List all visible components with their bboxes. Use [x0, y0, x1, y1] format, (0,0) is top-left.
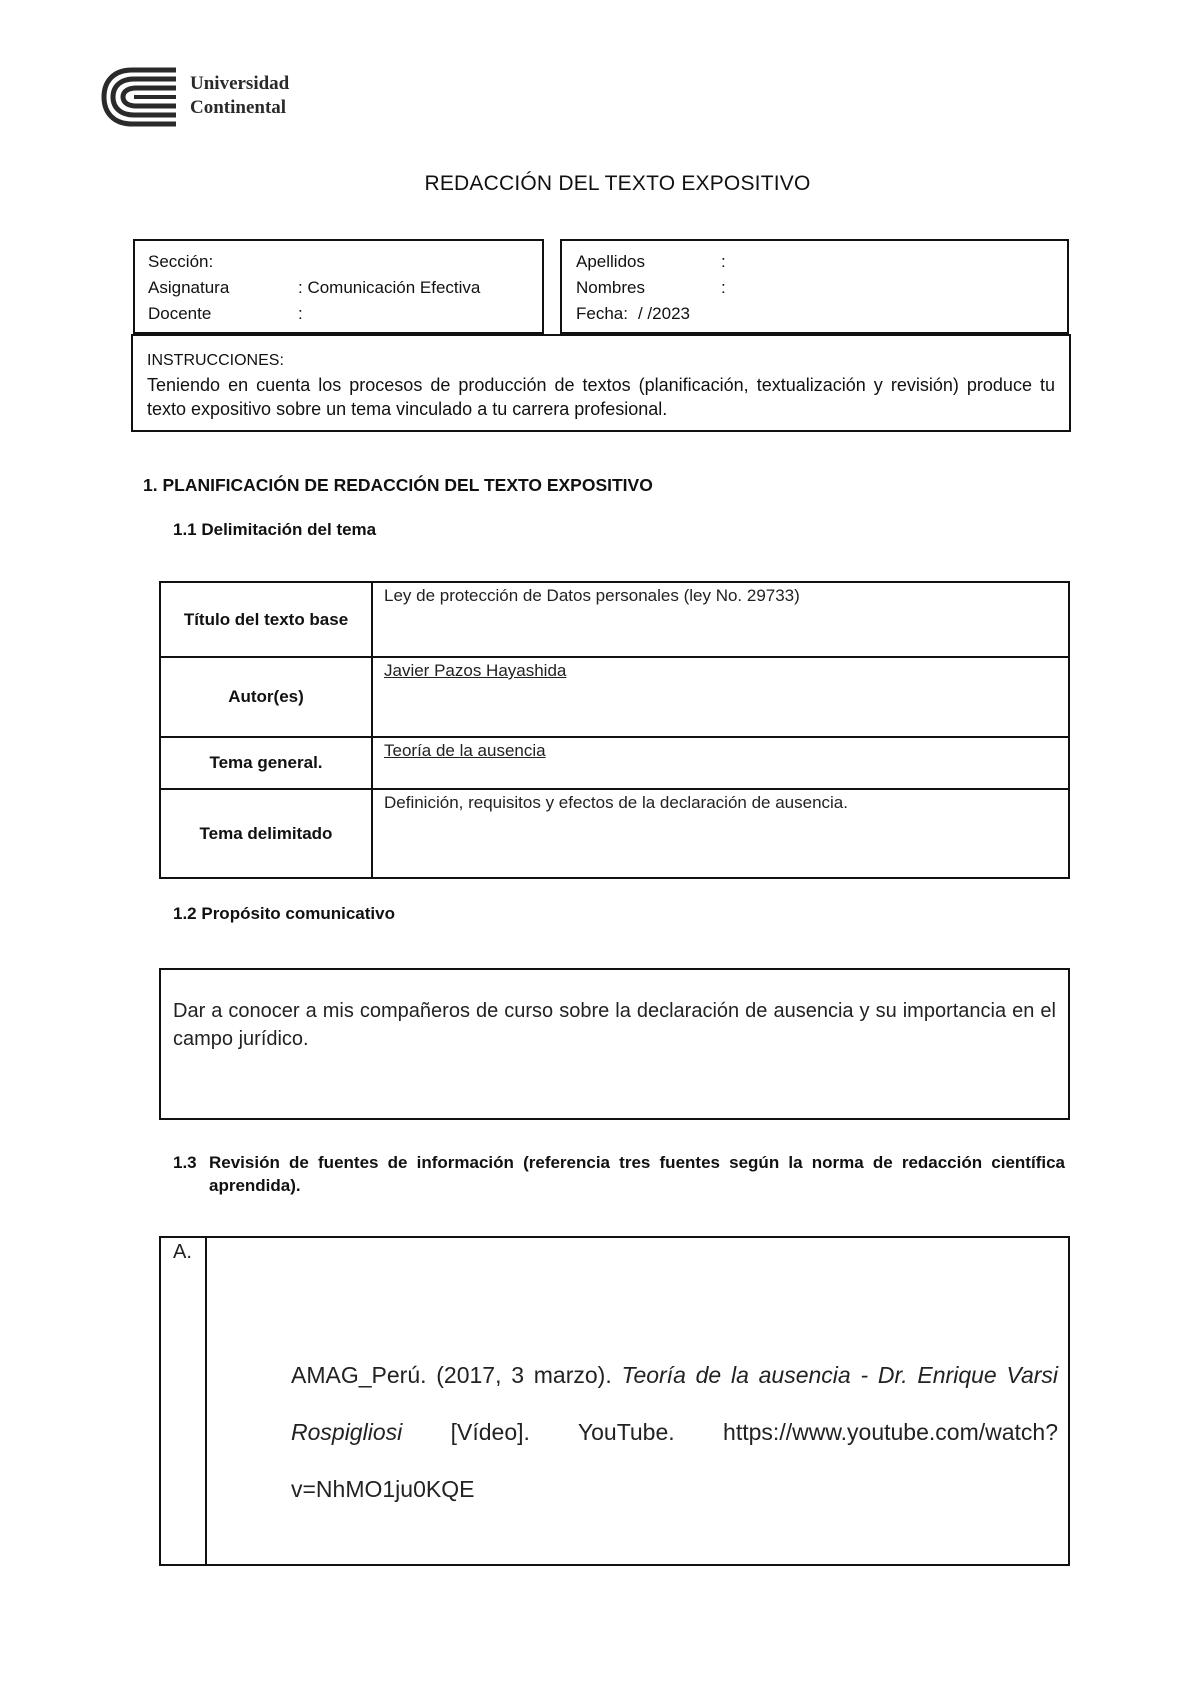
logo-line-1: Universidad — [190, 73, 290, 94]
reference-letter: A. — [173, 1241, 192, 1263]
row-label: Título del texto base — [160, 582, 372, 657]
instructions-heading: INSTRUCCIONES: — [147, 352, 284, 369]
fecha-label: Fecha: — [576, 304, 628, 323]
topic-delimitation-table — [159, 581, 1070, 879]
row-label: Tema general. — [160, 737, 372, 789]
logo-line-2: Continental — [190, 97, 287, 118]
section-1-3-text: Revisión de fuentes de información (referencia tres fuentes según la norma de redacción científica aprendida). — [209, 1153, 1065, 1195]
university-logo — [100, 64, 310, 130]
asignatura-value: : Comunicación Efectiva — [298, 278, 481, 297]
student-info-box — [560, 239, 1069, 334]
university-logo-icon — [100, 64, 180, 130]
seccion-label: Sección: — [148, 252, 214, 271]
row-label: Autor(es) — [160, 657, 372, 737]
document-title: REDACCIÓN DEL TEXTO EXPOSITIVO — [424, 172, 811, 195]
row-value: Ley de protección de Datos personales (ley No. 29733) — [372, 582, 1069, 657]
reference-author-date: AMAG_Perú. (2017, 3 marzo). — [291, 1362, 612, 1388]
section-1-heading: 1. PLANIFICACIÓN DE REDACCIÓN DEL TEXTO EXPOSITIVO — [143, 475, 653, 495]
table-row — [160, 737, 1069, 789]
row-value: Definición, requisitos y efectos de la declaración de ausencia. — [372, 789, 1069, 878]
apellidos-label: Apellidos — [576, 252, 645, 271]
row-value: Teoría de la ausencia — [372, 737, 1069, 789]
column-divider — [205, 1238, 207, 1564]
docente-value: : — [298, 304, 303, 323]
row-value: Javier Pazos Hayashida — [372, 657, 1069, 737]
section-1-3-number: 1.3 — [173, 1153, 197, 1172]
row-label: Tema delimitado — [160, 789, 372, 878]
fecha-value: / /2023 — [637, 304, 690, 323]
section-1-2-heading: 1.2 Propósito comunicativo — [173, 904, 395, 923]
table-row — [160, 789, 1069, 878]
section-1-1-heading: 1.1 Delimitación del tema — [173, 520, 377, 539]
instructions-box — [131, 334, 1071, 432]
reference-citation — [291, 1347, 1058, 1518]
section-1-3-heading — [173, 1151, 1065, 1197]
nombres-label: Nombres — [576, 278, 645, 297]
references-box — [159, 1236, 1070, 1566]
table-row — [160, 582, 1069, 657]
apellidos-value: : — [721, 252, 726, 271]
nombres-value: : — [721, 278, 726, 297]
instructions-body: Teniendo en cuenta los procesos de producción de textos (planificación, textualización y revisión) produce tu texto expositivo sobre un tema vinculado a tu carrera profesional. — [147, 375, 1055, 419]
table-row — [160, 657, 1069, 737]
asignatura-label: Asignatura — [148, 278, 230, 297]
reference-rest: [Vídeo]. YouTube. https://www.youtube.com/watch?v=NhMO1ju0KQE — [291, 1419, 1058, 1502]
docente-label: Docente — [148, 304, 212, 323]
course-info-box — [133, 239, 544, 334]
reference-title: Teoría de la ausencia - Dr. Enrique Varsi Rospigliosi — [291, 1362, 1059, 1445]
purpose-box: Dar a conocer a mis compañeros de curso sobre la declaración de ausencia y su importancia en el campo jurídico. — [159, 968, 1070, 1120]
